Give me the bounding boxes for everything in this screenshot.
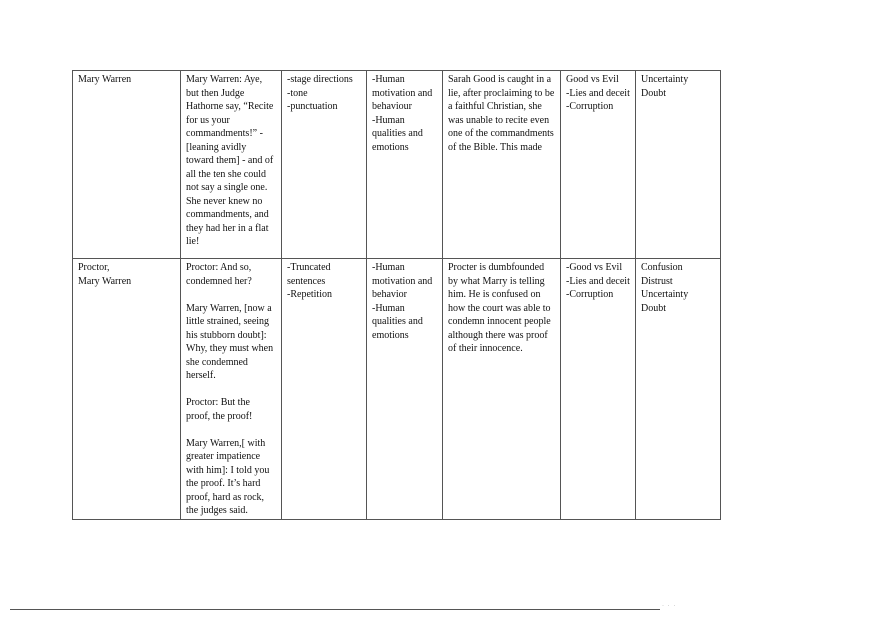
table-row (73, 259, 721, 520)
character-cell: Proctor, Mary Warren (73, 259, 181, 520)
explanation-cell: Sarah Good is caught in a lie, after proclaiming to be a faithful Christian, she was unable to recite even one of the commandments of the Bible. This made (443, 71, 561, 259)
table-row (73, 71, 721, 259)
purpose-cell: -Human motivation and behavior -Human qualities and emotions (367, 259, 443, 520)
emotions-cell: Uncertainty Doubt (636, 71, 721, 259)
purpose-cell: -Human motivation and behaviour -Human qualities and emotions (367, 71, 443, 259)
techniques-cell: -Truncated sentences -Repetition (282, 259, 367, 520)
themes-cell: Good vs Evil -Lies and deceit -Corruption (561, 71, 636, 259)
themes-cell: -Good vs Evil -Lies and deceit -Corruption (561, 259, 636, 520)
quote-cell: Proctor: And so, condemned her? Mary Warren, [now a little strained, seeing his stubborn doubt]: Why, they must when she condemned herself. Proctor: But the proof, the proof! Mary Warren,[ with greater impatience with him]: I told you the proof. It’s hard proof, hard as rock, the judges said. (181, 259, 282, 520)
footer-divider (10, 609, 660, 610)
explanation-cell: Procter is dumbfounded by what Marry is telling him. He is confused on how the court was able to condemn innocent people although there was proof of their innocence. (443, 259, 561, 520)
quote-cell: Mary Warren: Aye, but then Judge Hathorne say, “Recite for us your commandments!” - [leaning avidly toward them] - and of all the ten she could not say a single one. She never knew no commandments, and they had her in a flat lie! (181, 71, 282, 259)
footer-watermark: · · · (662, 603, 677, 609)
character-cell: Mary Warren (73, 71, 181, 259)
techniques-cell: -stage directions -tone -punctuation (282, 71, 367, 259)
emotions-cell: Confusion Distrust Uncertainty Doubt (636, 259, 721, 520)
analysis-table (72, 70, 721, 520)
